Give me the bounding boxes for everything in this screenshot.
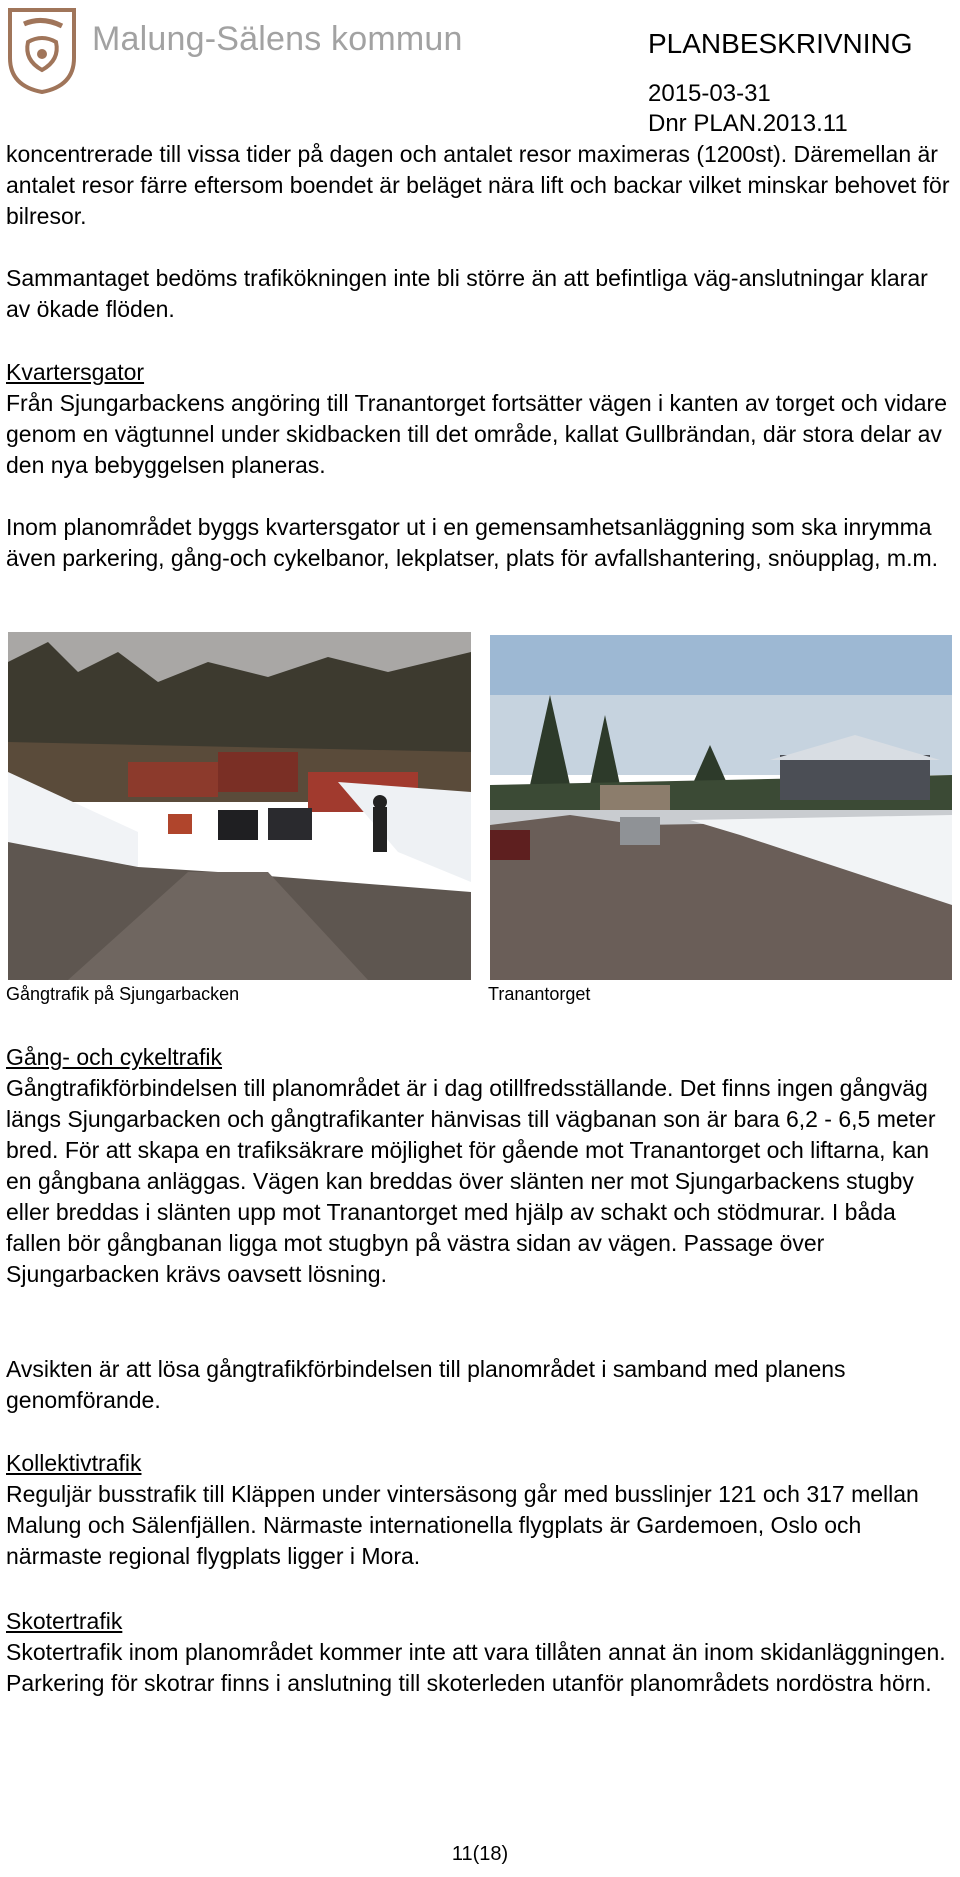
document-date: 2015-03-31 bbox=[648, 80, 771, 107]
photo-sjungarbacken bbox=[8, 632, 471, 980]
summary-paragraph: Sammantaget bedöms trafikökningen inte bli större än att befintliga väg-anslutningar klarar av ökade flöden. bbox=[6, 265, 928, 322]
document-type: PLANBESKRIVNING bbox=[648, 28, 913, 59]
kvartersgator-paragraph-1: Från Sjungarbackens angöring till Tranantorget fortsätter vägen i kanten av torget och vidare genom en vägtunnel under skidbacken till det område, kallat Gullbrändan, där stora delar av den nya bebyggelsen planeras. bbox=[6, 390, 947, 478]
photo-tranantorget bbox=[490, 635, 952, 980]
caption-left: Gångtrafik på Sjungarbacken bbox=[6, 984, 240, 1004]
gang-cykel-section bbox=[6, 1042, 954, 1290]
page-number: 11(18) bbox=[451, 1843, 509, 1865]
kollektiv-section bbox=[6, 1448, 954, 1572]
gang-cykel-heading: Gång- och cykeltrafik bbox=[6, 1044, 223, 1070]
kvartersgator-section bbox=[6, 357, 954, 481]
gang-cykel-paragraph-2: Avsikten är att lösa gångtrafikförbindelsen till planområdet i samband med planens genomförande. bbox=[6, 1356, 846, 1413]
caption-right: Tranantorget bbox=[488, 984, 591, 1004]
kvartersgator-paragraph-2: Inom planområdet byggs kvartersgator ut i en gemensamhetsanläggning som ska inrymma även parkering, gång-och cykelbanor, lekplatser, plats för avfallshantering, snöupplag, m.m. bbox=[6, 514, 939, 571]
skoter-section bbox=[6, 1606, 954, 1699]
municipality-crest-logo bbox=[6, 6, 78, 94]
page-header bbox=[0, 0, 960, 140]
intro-paragraph: koncentrerade till vissa tider på dagen och antalet resor maximeras (1200st). Däremellan är antalet resor färre eftersom boendet är beläget nära lift och backar vilket minskar behovet för bilresor. bbox=[6, 141, 950, 229]
organization-name: Malung-Sälens kommun bbox=[92, 20, 463, 58]
kollektiv-heading: Kollektivtrafik bbox=[6, 1450, 142, 1476]
kvartersgator-heading: Kvartersgator bbox=[6, 359, 145, 385]
gang-cykel-paragraph-1: Gångtrafikförbindelsen till planområdet är i dag otillfredsställande. Det finns ingen gångväg längs Sjungarbacken och gångtrafikanter hänvisas till vägbanan son är bara 6,2 - 6,5 meter bred. För att skapa en trafiksäkrare möjlighet för gående mot Tranantorget och liftarna, kan en gångbana anläggas. Vägen kan breddas över slänten ner mot Sjungarbackens stugby eller breddas i slänten upp mot Tranantorget med hjälp av schakt och stödmurar. I båda fallen bör gångbanan ligga mot stugbyn på västra sidan av vägen. Passage över Sjungarbacken krävs oavsett lösning. bbox=[6, 1075, 936, 1287]
skoter-heading: Skotertrafik bbox=[6, 1608, 123, 1634]
kollektiv-paragraph: Reguljär busstrafik till Kläppen under vintersäsong går med busslinjer 121 och 317 mellan Malung och Sälenfjällen. Närmaste internationella flygplats är Gardemoen, Oslo och närmaste regional flygplats ligger i Mora. bbox=[6, 1481, 919, 1569]
document-registration-number: Dnr PLAN.2013.11 bbox=[648, 110, 848, 137]
skoter-paragraph: Skotertrafik inom planområdet kommer inte att vara tillåten annat än inom skidanläggningen. Parkering för skotrar finns i anslutning till skoterleden utanför planområdets nordöstra hörn. bbox=[6, 1639, 946, 1696]
